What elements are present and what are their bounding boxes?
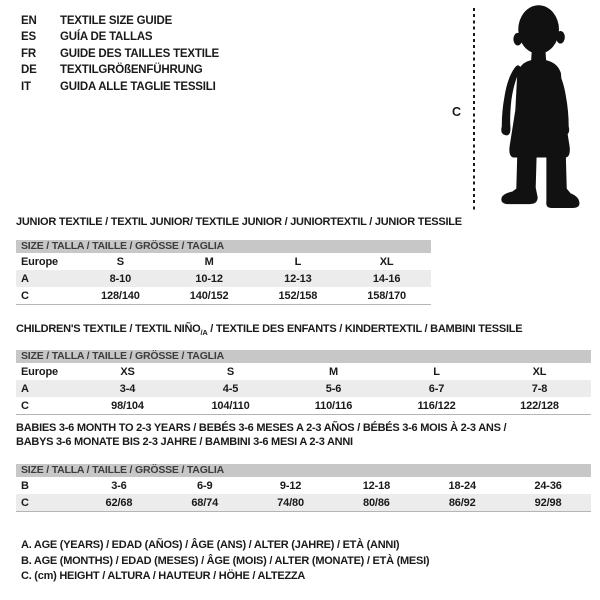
language-row <box>21 13 219 29</box>
row-label: C <box>21 289 29 302</box>
child-silhouette-icon <box>494 3 591 217</box>
row-label: C <box>21 496 29 509</box>
row-label: B <box>21 479 29 492</box>
table-title-line: CHILDREN'S TEXTILE / TEXTIL $NIÑO_{/A}$ / TEXTILE DES ENFANTS / KINDERTEXTIL / BAMBINI TESSILE <box>16 323 523 338</box>
children-size-table <box>16 322 591 415</box>
size-table-row <box>16 287 431 305</box>
size-value-cell: 140/152 <box>189 289 229 302</box>
size-value-cell: 3-6 <box>111 479 127 492</box>
legend <box>21 538 429 585</box>
size-table-row <box>16 363 591 380</box>
size-value-cell: 86/92 <box>448 496 476 509</box>
language-row <box>21 46 219 62</box>
size-value-cell: 80/86 <box>363 496 390 509</box>
size-grid <box>16 253 431 305</box>
size-value-cell: 158/170 <box>367 289 406 302</box>
size-value-cell: 110/116 <box>314 399 353 412</box>
size-value-cell: 152/158 <box>278 289 318 302</box>
size-value-cell: 12-13 <box>284 272 312 285</box>
size-header-bar: SIZE / TALLA / TAILLE / GRÖSSE / TAGLIA <box>16 240 431 253</box>
language-code: DE <box>21 64 37 77</box>
language-code: EN <box>21 15 37 27</box>
size-value-cell: 9-12 <box>279 479 302 492</box>
language-title-list <box>21 13 219 95</box>
size-value-cell: XL <box>379 255 394 268</box>
table-title-line: JUNIOR TEXTILE / TEXTIL JUNIOR/ TEXTILE JUNIOR / JUNIORTEXTIL / JUNIOR TESSILE <box>16 216 462 228</box>
size-value-cell: 92/98 <box>534 496 562 509</box>
size-value-cell: XL <box>532 365 547 378</box>
legend-line-a: A. AGE (YEARS) / EDAD (AÑOS) / ÂGE (ANS) / ALTER (JAHRE) / ETÀ (ANNI) <box>21 539 400 551</box>
size-value-cell: 122/128 <box>520 399 559 412</box>
size-table-row <box>16 397 591 415</box>
size-value-cell: M <box>328 365 338 378</box>
language-row <box>21 79 219 95</box>
size-value-cell: M <box>204 255 214 268</box>
guide-title: GUÍA DE TALLAS <box>60 31 153 44</box>
size-value-cell: 68/74 <box>191 496 219 509</box>
row-label: A <box>21 272 29 285</box>
height-measure-label: C <box>452 105 462 119</box>
row-label: Europe <box>21 255 58 268</box>
size-value-cell: 3-4 <box>119 382 136 395</box>
row-label: Europe <box>21 365 58 378</box>
size-value-cell: 104/110 <box>211 399 250 412</box>
size-value-cell: 8-10 <box>109 272 132 285</box>
size-header-bar: SIZE / TALLA / TAILLE / GRÖSSE / TAGLIA <box>16 464 591 477</box>
legend-line-c: C. (cm) HEIGHT / ALTURA / HAUTEUR / HÖHE / ALTEZZA <box>21 570 306 583</box>
size-value-cell: 5-6 <box>325 382 342 395</box>
size-value-cell: S <box>116 255 124 268</box>
size-value-cell: 128/140 <box>101 289 140 302</box>
table-title <box>16 215 462 229</box>
table-title <box>16 322 591 340</box>
size-value-cell: 7-8 <box>531 382 548 395</box>
language-code: ES <box>21 31 36 44</box>
height-dotted-line <box>473 8 475 210</box>
size-value-cell: 6-7 <box>428 382 445 395</box>
guide-title: TEXTILGRÖßENFÜHRUNG <box>60 64 203 77</box>
size-table-row <box>16 494 591 512</box>
size-value-cell: XS <box>120 365 135 378</box>
junior-size-table <box>16 215 462 305</box>
size-value-cell: 98/104 <box>111 399 144 412</box>
size-value-cell: 10-12 <box>195 272 223 285</box>
guide-title: GUIDE DES TAILLES TEXTILE <box>60 47 219 60</box>
language-code: FR <box>21 47 36 60</box>
size-table-row <box>16 380 591 397</box>
subscript-text: /A <box>200 328 208 338</box>
guide-title: GUIDA ALLE TAGLIE TESSILI <box>60 80 216 93</box>
size-value-cell: 14-16 <box>372 272 401 285</box>
language-code: IT <box>21 80 31 93</box>
size-value-cell: 12-18 <box>362 479 391 492</box>
legend-line-b: B. AGE (MONTHS) / EDAD (MESES) / ÂGE (MOIS) / ALTER (MONATE) / ETÀ (MESI) <box>21 554 430 567</box>
size-value-cell: 62/68 <box>105 496 133 509</box>
size-grid <box>16 477 591 512</box>
size-header-bar: SIZE / TALLA / TAILLE / GRÖSSE / TAGLIA <box>16 350 591 363</box>
size-table-row <box>16 253 431 270</box>
size-value-cell: 24-36 <box>534 479 562 492</box>
size-value-cell: 74/80 <box>277 496 304 509</box>
language-row <box>21 29 219 45</box>
size-value-cell: L <box>433 365 440 378</box>
table-title <box>16 421 591 449</box>
size-value-cell: 18-24 <box>448 479 476 492</box>
size-table-row <box>16 477 591 494</box>
size-value-cell: 6-9 <box>197 479 213 492</box>
row-label: A <box>21 382 29 395</box>
size-table-row <box>16 270 431 287</box>
table-title-line: BABYS 3-6 MONATE BIS 2-3 JAHRE / BAMBINI 3-6 MESI A 2-3 ANNI <box>16 436 353 448</box>
size-value-cell: L <box>294 255 302 268</box>
guide-title: TEXTILE SIZE GUIDE <box>60 15 173 27</box>
table-title-line: BABIES 3-6 MONTH TO 2-3 YEARS / BEBÉS 3-6 MESES A 2-3 AÑOS / BÉBÉS 3-6 MOIS À 2-3 ANS / <box>16 422 507 434</box>
size-value-cell: 4-5 <box>222 382 239 395</box>
language-row <box>21 62 219 78</box>
row-label: C <box>21 399 29 412</box>
size-value-cell: 116/122 <box>417 399 456 412</box>
babies-size-table <box>16 421 591 512</box>
size-grid <box>16 363 591 415</box>
size-value-cell: S <box>226 365 235 378</box>
